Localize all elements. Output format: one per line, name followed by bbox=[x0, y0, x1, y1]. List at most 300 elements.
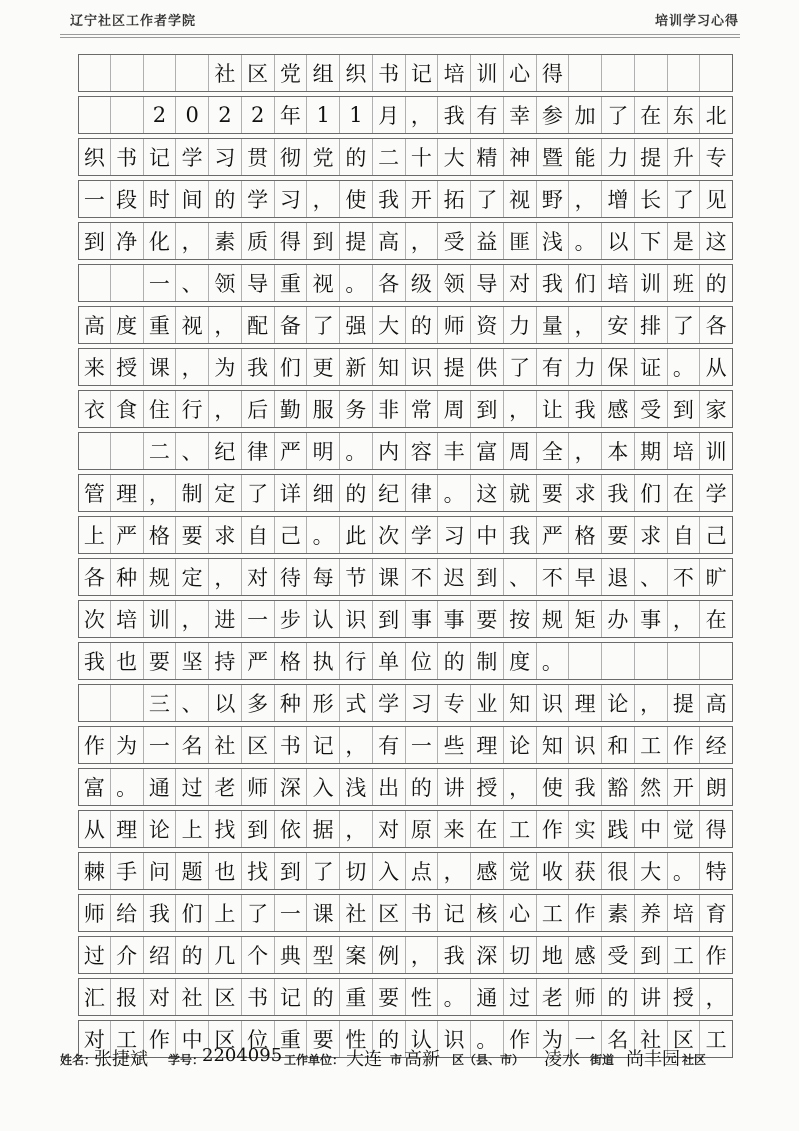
grid-cell: 益 bbox=[471, 223, 504, 259]
grid-cell: 月 bbox=[373, 97, 406, 133]
grid-cell: 浅 bbox=[340, 769, 373, 805]
grid-cell: 书 bbox=[111, 139, 144, 175]
grid-cell: 。 bbox=[438, 475, 471, 511]
grid-cell: 大 bbox=[438, 139, 471, 175]
grid-cell: 安 bbox=[602, 307, 635, 343]
grid-cell: 要 bbox=[537, 475, 570, 511]
grid-cell: ， bbox=[635, 685, 668, 721]
grid-cell: 格 bbox=[569, 517, 602, 553]
grid-cell: 的 bbox=[373, 1021, 406, 1057]
grid-cell: 一 bbox=[569, 1021, 602, 1057]
grid-cell: 律 bbox=[406, 475, 439, 511]
grid-cell: 工 bbox=[700, 1021, 733, 1057]
grid-cell: 讲 bbox=[438, 769, 471, 805]
grid-cell: 让 bbox=[537, 391, 570, 427]
grid-cell: 制 bbox=[176, 475, 209, 511]
grid-cell: 我 bbox=[242, 349, 275, 385]
grid-cell: 班 bbox=[668, 265, 701, 301]
grid-cell: 些 bbox=[438, 727, 471, 763]
grid-cell: 授 bbox=[111, 349, 144, 385]
grid-cell: 2 bbox=[144, 97, 177, 133]
grid-cell: 感 bbox=[602, 391, 635, 427]
street-value: 凌水 bbox=[544, 1049, 580, 1070]
grid-cell: 此 bbox=[340, 517, 373, 553]
grid-cell: 育 bbox=[700, 895, 733, 931]
grid-cell: 食 bbox=[111, 391, 144, 427]
grid-cell: 的 bbox=[406, 769, 439, 805]
grid-row bbox=[78, 306, 733, 344]
grid-cell bbox=[602, 55, 635, 91]
grid-cell: 配 bbox=[242, 307, 275, 343]
grid-cell: 理 bbox=[569, 685, 602, 721]
grid-row bbox=[78, 852, 733, 890]
grid-cell: 从 bbox=[700, 349, 733, 385]
grid-cell: 质 bbox=[242, 223, 275, 259]
grid-cell: 纪 bbox=[209, 433, 242, 469]
grid-cell: 过 bbox=[176, 769, 209, 805]
grid-cell: 个 bbox=[242, 937, 275, 973]
grid-cell: 也 bbox=[209, 853, 242, 889]
grid-cell: 对 bbox=[242, 559, 275, 595]
grid-cell: 段 bbox=[111, 181, 144, 217]
grid-cell: 很 bbox=[602, 853, 635, 889]
grid-cell: 识 bbox=[406, 349, 439, 385]
grid-cell: 学 bbox=[176, 139, 209, 175]
grid-cell: 提 bbox=[635, 139, 668, 175]
grid-cell: 培 bbox=[111, 601, 144, 637]
grid-cell: 格 bbox=[144, 517, 177, 553]
grid-cell: 的 bbox=[438, 643, 471, 679]
grid-row bbox=[78, 264, 733, 302]
grid-cell: 找 bbox=[209, 811, 242, 847]
grid-cell: 求 bbox=[569, 475, 602, 511]
grid-cell: 师 bbox=[569, 979, 602, 1015]
grid-cell: ， bbox=[209, 391, 242, 427]
grid-cell: 我 bbox=[373, 181, 406, 217]
grid-cell: 视 bbox=[504, 181, 537, 217]
grid-cell: 三 bbox=[144, 685, 177, 721]
grid-cell: 己 bbox=[700, 517, 733, 553]
grid-cell: 各 bbox=[78, 559, 111, 595]
grid-cell: 。 bbox=[537, 643, 570, 679]
grid-cell: 了 bbox=[242, 895, 275, 931]
grid-cell: 朗 bbox=[700, 769, 733, 805]
grid-cell: 。 bbox=[668, 853, 701, 889]
grid-cell: 这 bbox=[700, 223, 733, 259]
grid-cell: 性 bbox=[406, 979, 439, 1015]
grid-cell bbox=[668, 643, 701, 679]
grid-cell: 增 bbox=[602, 181, 635, 217]
grid-cell: 要 bbox=[471, 601, 504, 637]
grid-cell: 受 bbox=[602, 937, 635, 973]
grid-cell: 执 bbox=[307, 643, 340, 679]
grid-cell: 习 bbox=[209, 139, 242, 175]
grid-cell: 找 bbox=[242, 853, 275, 889]
grid-cell: 训 bbox=[471, 55, 504, 91]
grid-cell: 授 bbox=[471, 769, 504, 805]
grid-cell: 全 bbox=[537, 433, 570, 469]
grid-cell: 入 bbox=[307, 769, 340, 805]
grid-cell: 事 bbox=[635, 601, 668, 637]
grid-cell: 觉 bbox=[504, 853, 537, 889]
grid-cell: 要 bbox=[602, 517, 635, 553]
grid-cell: ， bbox=[504, 391, 537, 427]
grid-cell: 见 bbox=[700, 181, 733, 217]
grid-cell: 识 bbox=[537, 685, 570, 721]
grid-cell bbox=[569, 643, 602, 679]
grid-cell: 作 bbox=[537, 811, 570, 847]
grid-cell: ， bbox=[209, 307, 242, 343]
grid-cell: 度 bbox=[504, 643, 537, 679]
grid-cell: 次 bbox=[78, 601, 111, 637]
grid-cell: 过 bbox=[504, 979, 537, 1015]
grid-cell: 行 bbox=[340, 643, 373, 679]
grid-cell: 觉 bbox=[668, 811, 701, 847]
grid-cell: 我 bbox=[144, 895, 177, 931]
grid-cell: 学 bbox=[242, 181, 275, 217]
grid-cell: 记 bbox=[275, 979, 308, 1015]
grid-row bbox=[78, 96, 733, 134]
grid-cell: 我 bbox=[78, 643, 111, 679]
grid-cell: 领 bbox=[438, 265, 471, 301]
grid-cell: 切 bbox=[340, 853, 373, 889]
grid-cell: 迟 bbox=[438, 559, 471, 595]
grid-cell: 来 bbox=[438, 811, 471, 847]
grid-cell: 给 bbox=[111, 895, 144, 931]
grid-cell: 位 bbox=[242, 1021, 275, 1057]
grid-cell: ， bbox=[176, 223, 209, 259]
grid-cell: 不 bbox=[668, 559, 701, 595]
grid-cell: ， bbox=[569, 307, 602, 343]
grid-cell: 常 bbox=[406, 391, 439, 427]
grid-cell: 视 bbox=[307, 265, 340, 301]
grid-cell: 行 bbox=[176, 391, 209, 427]
grid-cell: ， bbox=[209, 559, 242, 595]
grid-cell: 的 bbox=[209, 181, 242, 217]
grid-cell: 保 bbox=[602, 349, 635, 385]
grid-cell: 培 bbox=[602, 265, 635, 301]
grid-cell: 神 bbox=[504, 139, 537, 175]
grid-cell: 论 bbox=[504, 727, 537, 763]
grid-cell: 、 bbox=[635, 559, 668, 595]
grid-cell: 是 bbox=[668, 223, 701, 259]
grid-cell: 养 bbox=[635, 895, 668, 931]
grid-cell: 节 bbox=[340, 559, 373, 595]
grid-cell: 多 bbox=[242, 685, 275, 721]
grid-cell bbox=[700, 55, 733, 91]
grid-cell: 下 bbox=[635, 223, 668, 259]
grid-cell: 。 bbox=[569, 223, 602, 259]
grid-cell: 家 bbox=[700, 391, 733, 427]
grid-cell: 长 bbox=[635, 181, 668, 217]
grid-cell: 社 bbox=[340, 895, 373, 931]
student-id-value: 2204095 bbox=[202, 1045, 283, 1066]
grid-cell: 为 bbox=[537, 1021, 570, 1057]
grid-cell: 出 bbox=[373, 769, 406, 805]
grid-cell: 例 bbox=[373, 937, 406, 973]
grid-cell: 理 bbox=[111, 811, 144, 847]
grid-cell bbox=[668, 55, 701, 91]
grid-cell: 培 bbox=[438, 55, 471, 91]
grid-cell bbox=[111, 97, 144, 133]
grid-cell: 使 bbox=[537, 769, 570, 805]
grid-row bbox=[78, 180, 733, 218]
grid-cell: 匪 bbox=[504, 223, 537, 259]
grid-cell: 非 bbox=[373, 391, 406, 427]
grid-cell: 受 bbox=[438, 223, 471, 259]
grid-cell: 要 bbox=[176, 517, 209, 553]
grid-cell: 工 bbox=[111, 1021, 144, 1057]
grid-cell: 素 bbox=[209, 223, 242, 259]
grid-cell: 级 bbox=[406, 265, 439, 301]
grid-cell: 严 bbox=[537, 517, 570, 553]
grid-cell: 力 bbox=[504, 307, 537, 343]
grid-cell: 书 bbox=[373, 55, 406, 91]
district-value: 高新 bbox=[404, 1049, 440, 1070]
grid-cell: 大 bbox=[635, 853, 668, 889]
grid-cell: 进 bbox=[209, 601, 242, 637]
grid-cell: 次 bbox=[373, 517, 406, 553]
grid-cell: 求 bbox=[209, 517, 242, 553]
grid-cell: 周 bbox=[438, 391, 471, 427]
grid-cell: 2 bbox=[242, 97, 275, 133]
grid-cell: 高 bbox=[373, 223, 406, 259]
grid-cell: 办 bbox=[602, 601, 635, 637]
grid-cell: 贯 bbox=[242, 139, 275, 175]
grid-cell bbox=[700, 643, 733, 679]
grid-cell: 的 bbox=[307, 979, 340, 1015]
grid-cell: 棘 bbox=[78, 853, 111, 889]
grid-cell: 学 bbox=[700, 475, 733, 511]
grid-cell: 到 bbox=[242, 811, 275, 847]
grid-cell: 党 bbox=[275, 55, 308, 91]
grid-cell: 明 bbox=[307, 433, 340, 469]
grid-cell: 供 bbox=[471, 349, 504, 385]
grid-cell: 位 bbox=[406, 643, 439, 679]
grid-cell: 通 bbox=[144, 769, 177, 805]
grid-cell: 深 bbox=[275, 769, 308, 805]
grid-cell: ， bbox=[176, 349, 209, 385]
community-suffix: 社区 bbox=[682, 1053, 707, 1067]
grid-cell: 年 bbox=[275, 97, 308, 133]
grid-cell: 对 bbox=[144, 979, 177, 1015]
grid-cell: 知 bbox=[373, 349, 406, 385]
grid-cell: 导 bbox=[471, 265, 504, 301]
grid-cell: 退 bbox=[602, 559, 635, 595]
grid-cell: 记 bbox=[406, 55, 439, 91]
grid-cell: 区 bbox=[209, 979, 242, 1015]
grid-cell: 。 bbox=[668, 349, 701, 385]
grid-cell: 中 bbox=[471, 517, 504, 553]
grid-cell bbox=[78, 55, 111, 91]
grid-cell: 二 bbox=[144, 433, 177, 469]
grid-cell: 、 bbox=[176, 265, 209, 301]
grid-cell: 社 bbox=[209, 55, 242, 91]
grid-cell: 。 bbox=[438, 979, 471, 1015]
grid-cell: 一 bbox=[144, 727, 177, 763]
grid-cell: 训 bbox=[700, 433, 733, 469]
grid-cell bbox=[635, 643, 668, 679]
grid-cell: 住 bbox=[144, 391, 177, 427]
grid-cell: 旷 bbox=[700, 559, 733, 595]
grid-cell: 到 bbox=[78, 223, 111, 259]
grid-cell: 事 bbox=[406, 601, 439, 637]
grid-cell: 介 bbox=[111, 937, 144, 973]
grid-cell: 力 bbox=[569, 349, 602, 385]
grid-cell: 地 bbox=[537, 937, 570, 973]
grid-cell: ， bbox=[144, 475, 177, 511]
grid-row bbox=[78, 600, 733, 638]
grid-cell: 每 bbox=[307, 559, 340, 595]
grid-cell: 了 bbox=[242, 475, 275, 511]
grid-cell: 期 bbox=[635, 433, 668, 469]
grid-cell: 野 bbox=[537, 181, 570, 217]
grid-row bbox=[78, 516, 733, 554]
grid-cell: ， bbox=[569, 181, 602, 217]
grid-cell: 时 bbox=[144, 181, 177, 217]
community-value: 尚丰园 bbox=[626, 1049, 680, 1070]
grid-cell: 排 bbox=[635, 307, 668, 343]
grid-cell: 识 bbox=[340, 601, 373, 637]
header-divider-2 bbox=[60, 37, 740, 38]
grid-cell: 培 bbox=[668, 895, 701, 931]
grid-cell bbox=[635, 55, 668, 91]
grid-cell: 的 bbox=[340, 139, 373, 175]
grid-cell: 提 bbox=[340, 223, 373, 259]
grid-cell: 特 bbox=[700, 853, 733, 889]
grid-cell: 作 bbox=[504, 1021, 537, 1057]
grid-cell: 授 bbox=[668, 979, 701, 1015]
grid-cell: 量 bbox=[537, 307, 570, 343]
grid-cell: 在 bbox=[635, 97, 668, 133]
grid-cell: 我 bbox=[602, 475, 635, 511]
grid-cell: 到 bbox=[471, 391, 504, 427]
grid-cell: 制 bbox=[471, 643, 504, 679]
grid-cell: 学 bbox=[373, 685, 406, 721]
grid-cell: 务 bbox=[340, 391, 373, 427]
grid-cell: 深 bbox=[471, 937, 504, 973]
grid-cell: 升 bbox=[668, 139, 701, 175]
grid-cell: 依 bbox=[275, 811, 308, 847]
grid-cell: 周 bbox=[504, 433, 537, 469]
grid-row bbox=[78, 390, 733, 428]
grid-row bbox=[78, 222, 733, 260]
grid-cell: 典 bbox=[275, 937, 308, 973]
name-label: 姓名： bbox=[60, 1053, 97, 1067]
grid-cell: 党 bbox=[307, 139, 340, 175]
grid-row bbox=[78, 642, 733, 680]
grid-row bbox=[78, 894, 733, 932]
grid-cell: 论 bbox=[144, 811, 177, 847]
grid-cell: 为 bbox=[111, 727, 144, 763]
grid-cell: 区 bbox=[242, 727, 275, 763]
grid-cell: 区 bbox=[373, 895, 406, 931]
grid-cell: 到 bbox=[275, 853, 308, 889]
grid-cell: 老 bbox=[537, 979, 570, 1015]
grid-cell: 待 bbox=[275, 559, 308, 595]
grid-cell: 强 bbox=[340, 307, 373, 343]
grid-cell: 加 bbox=[569, 97, 602, 133]
grid-cell: 工 bbox=[504, 811, 537, 847]
grid-cell: 要 bbox=[373, 979, 406, 1015]
grid-cell: 名 bbox=[602, 1021, 635, 1057]
grid-cell: 就 bbox=[504, 475, 537, 511]
grid-cell: 格 bbox=[275, 643, 308, 679]
grid-cell: 单 bbox=[373, 643, 406, 679]
grid-cell: 过 bbox=[78, 937, 111, 973]
grid-row bbox=[78, 726, 733, 764]
grid-cell: 证 bbox=[635, 349, 668, 385]
grid-cell: 入 bbox=[373, 853, 406, 889]
grid-cell: 、 bbox=[504, 559, 537, 595]
grid-cell: 自 bbox=[242, 517, 275, 553]
grid-cell: 重 bbox=[144, 307, 177, 343]
grid-cell: 学 bbox=[406, 517, 439, 553]
grid-cell: 习 bbox=[406, 685, 439, 721]
grid-cell: 书 bbox=[275, 727, 308, 763]
grid-cell bbox=[78, 265, 111, 301]
grid-cell: 上 bbox=[209, 895, 242, 931]
grid-cell: 训 bbox=[635, 265, 668, 301]
grid-cell: 高 bbox=[700, 685, 733, 721]
grid-cell: 了 bbox=[668, 307, 701, 343]
grid-cell: 。 bbox=[340, 265, 373, 301]
grid-cell: 们 bbox=[275, 349, 308, 385]
grid-cell: 践 bbox=[602, 811, 635, 847]
grid-cell: 矩 bbox=[569, 601, 602, 637]
grid-cell: 们 bbox=[176, 895, 209, 931]
grid-cell: 幸 bbox=[504, 97, 537, 133]
grid-cell: ， bbox=[406, 937, 439, 973]
grid-cell: 备 bbox=[275, 307, 308, 343]
grid-cell: 的 bbox=[602, 979, 635, 1015]
grid-cell: 识 bbox=[438, 1021, 471, 1057]
grid-cell: 培 bbox=[668, 433, 701, 469]
grid-cell: 使 bbox=[340, 181, 373, 217]
grid-cell: 东 bbox=[668, 97, 701, 133]
grid-cell: 原 bbox=[406, 811, 439, 847]
grid-cell: ， bbox=[307, 181, 340, 217]
grid-row bbox=[78, 432, 733, 470]
grid-cell: 报 bbox=[111, 979, 144, 1015]
grid-cell: 求 bbox=[635, 517, 668, 553]
grid-cell: 二 bbox=[373, 139, 406, 175]
grid-cell: 在 bbox=[668, 475, 701, 511]
grid-cell: 理 bbox=[111, 475, 144, 511]
grid-cell: 种 bbox=[275, 685, 308, 721]
grid-cell: 我 bbox=[569, 391, 602, 427]
grid-cell: 细 bbox=[307, 475, 340, 511]
grid-cell: 切 bbox=[504, 937, 537, 973]
grid-cell: 度 bbox=[111, 307, 144, 343]
grid-cell: 对 bbox=[78, 1021, 111, 1057]
grid-cell: 律 bbox=[242, 433, 275, 469]
grid-cell: 开 bbox=[406, 181, 439, 217]
grid-cell: 训 bbox=[144, 601, 177, 637]
grid-cell: 点 bbox=[406, 853, 439, 889]
grid-cell: 严 bbox=[275, 433, 308, 469]
grid-cell: 资 bbox=[471, 307, 504, 343]
grid-cell: 对 bbox=[373, 811, 406, 847]
grid-cell: 对 bbox=[504, 265, 537, 301]
grid-cell: 一 bbox=[144, 265, 177, 301]
grid-cell: 严 bbox=[111, 517, 144, 553]
grid-cell: 织 bbox=[78, 139, 111, 175]
grid-cell: 心 bbox=[504, 895, 537, 931]
grid-cell: 管 bbox=[78, 475, 111, 511]
grid-cell: 导 bbox=[242, 265, 275, 301]
grid-cell: 我 bbox=[569, 769, 602, 805]
